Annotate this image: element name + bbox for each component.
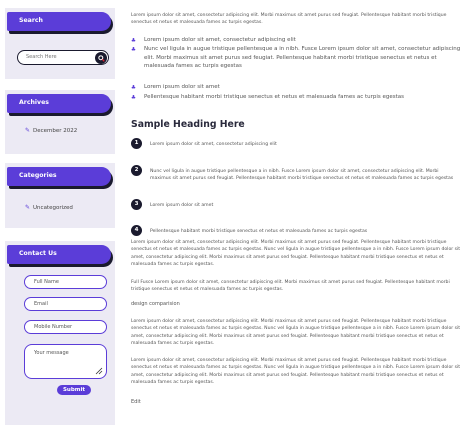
- email-field[interactable]: [24, 297, 107, 311]
- mobile-number-field[interactable]: [24, 320, 107, 334]
- archives-widget-title: [7, 94, 111, 113]
- body-paragraph: Lorem ipsum dolor sit amet, consectetur adipiscing elit. Morbi maximus sit amet purus sed feugiat. Pellentesque habitant morbi tristique senectus et netus et malesuada fames ac turpis egestas. Nunc vel ligula in augue tristique pellentesque a in nibh. Fusce Lorem ipsum dolor sit amet, consectetur adipiscing elit. Morbi maximus sit amet purus sed feugiat. Pellentesque habitant morbi tristique senectus et netus et malesuada fames ac turpis egestas.: [131, 358, 461, 385]
- full-name-placeholder: Full Name: [34, 279, 59, 285]
- resize-grip-icon[interactable]: [95, 367, 103, 375]
- categories-widget-title-text: Categories: [19, 172, 57, 179]
- search-widget-title: [7, 12, 111, 31]
- bullet-text: Lorem ipsum dolor sit amet: [144, 84, 220, 90]
- body-paragraph: Full Fusce Lorem ipsum dolor sit amet, consectetur adipiscing elit. Morbi maximus sit amet purus sed feugiat. Pellentesque habitant morbi tristique senectus et netus et malesuada fames ac turpis egestas.: [131, 280, 450, 293]
- bullet-item: [131, 45, 464, 71]
- mobile-number-placeholder: Mobile Number: [34, 324, 73, 330]
- search-widget-title-text: Search: [19, 17, 43, 24]
- bullet-item: [131, 83, 464, 92]
- design-comparison-label: design comparision: [131, 301, 180, 307]
- bullet-text: Lorem ipsum dolor sit amet, consectetur adipiscing elit: [144, 37, 296, 43]
- intro-paragraph: Lorem ipsum dolor sit amet, consectetur adipiscing elit. Morbi maximus sit amet purus sed feugiat. Pellentesque habitant morbi tristique senectus et netus et malesuada fames ac turpis egestas.: [131, 13, 447, 26]
- users-icon: ♣: [131, 38, 136, 44]
- users-icon: ♣: [131, 47, 136, 53]
- edit-link[interactable]: Edit: [131, 399, 141, 405]
- number-badge: 3: [131, 199, 142, 210]
- archive-item-december-2022[interactable]: [25, 127, 77, 134]
- email-placeholder: Email: [34, 301, 48, 307]
- message-placeholder: Your message: [34, 350, 69, 356]
- archives-widget-title-text: Archives: [19, 99, 49, 106]
- bullet-item: [131, 93, 464, 102]
- users-icon: ♣: [131, 95, 136, 101]
- archive-item-label: December 2022: [33, 128, 78, 134]
- search-icon: [98, 55, 105, 62]
- numbered-text: Lorem ipsum dolor sit amet: [150, 203, 214, 208]
- bullet-item: [131, 36, 464, 45]
- numbered-text: Lorem ipsum dolor sit amet, consectetur adipiscing elit: [150, 142, 277, 147]
- search-widget: [5, 8, 115, 79]
- search-input[interactable]: [26, 54, 88, 60]
- bullet-text: Pellentesque habitant morbi tristique senectus et netus et malesuada fames ac turpis egestas: [144, 94, 405, 100]
- number-badge: 2: [131, 165, 142, 176]
- users-icon: ♣: [131, 85, 136, 91]
- pen-icon: ✎: [25, 127, 31, 134]
- category-item-label: Uncategorized: [33, 205, 73, 211]
- section-heading: Sample Heading Here: [131, 119, 245, 130]
- category-item-uncategorized[interactable]: [25, 204, 73, 211]
- search-box[interactable]: [17, 50, 109, 65]
- number-badge: 4: [131, 225, 142, 236]
- archives-widget: [5, 90, 115, 154]
- categories-widget-title: [7, 167, 111, 186]
- message-field[interactable]: [24, 344, 107, 379]
- body-paragraph: Lorem ipsum dolor sit amet, consectetur adipiscing elit. Morbi maximus sit amet purus sed feugiat. Pellentesque habitant morbi tristique senectus et netus et malesuada fames ac turpis egestas. Nunc vel ligula in augue tristique pellentesque a in nibh. Fusce Lorem ipsum dolor sit amet, consectetur adipiscing elit. Morbi maximus sit amet purus sed feugiat. Pellentesque habitant morbi tristique senectus et netus et malesuada fames ac turpis egestas.: [131, 240, 461, 267]
- search-button[interactable]: [95, 52, 107, 64]
- body-paragraph: Lorem ipsum dolor sit amet, consectetur adipiscing elit. Morbi maximus sit amet purus sed feugiat. Pellentesque habitant morbi tristique senectus et netus et malesuada fames ac turpis egestas. Nunc vel ligula in augue tristique pellentesque a in nibh. Fusce Lorem ipsum dolor sit amet, consectetur adipiscing elit. Morbi maximus sit amet purus sed feugiat. Pellentesque habitant morbi tristique senectus et netus et malesuada fames ac turpis egestas.: [131, 319, 461, 346]
- contact-widget-title: [7, 245, 111, 264]
- number-badge: 1: [131, 138, 142, 149]
- full-name-field[interactable]: [24, 275, 107, 289]
- sidebar: [0, 0, 122, 425]
- submit-button[interactable]: Submit: [57, 385, 91, 395]
- pen-icon: ✎: [25, 204, 31, 211]
- numbered-text: Nunc vel ligula in augue tristique pellentesque a in nibh. Fusce Lorem ipsum dolor sit amet, consectetur adipiscing elit. Morbi maximus sit amet purus sed feugiat. Pellentesque habitant morbi tristique senectus et netus et malesuada fames ac turpis egestas: [150, 169, 454, 182]
- categories-widget: [5, 163, 115, 228]
- contact-widget-title-text: Contact Us: [19, 250, 57, 257]
- bullet-text: Nunc vel ligula in augue tristique pellentesque a in nibh. Fusce Lorem ipsum dolor sit amet, consectetur adipiscing elit. Morbi maximus sit amet purus sed feugiat. Pellentesque habitant morbi tristique senectus et netus et malesuada fames ac turpis egestas: [144, 46, 461, 70]
- numbered-text: Pellentesque habitant morbi tristique senectus et netus et malesuada fames ac turpis egestas: [150, 229, 368, 234]
